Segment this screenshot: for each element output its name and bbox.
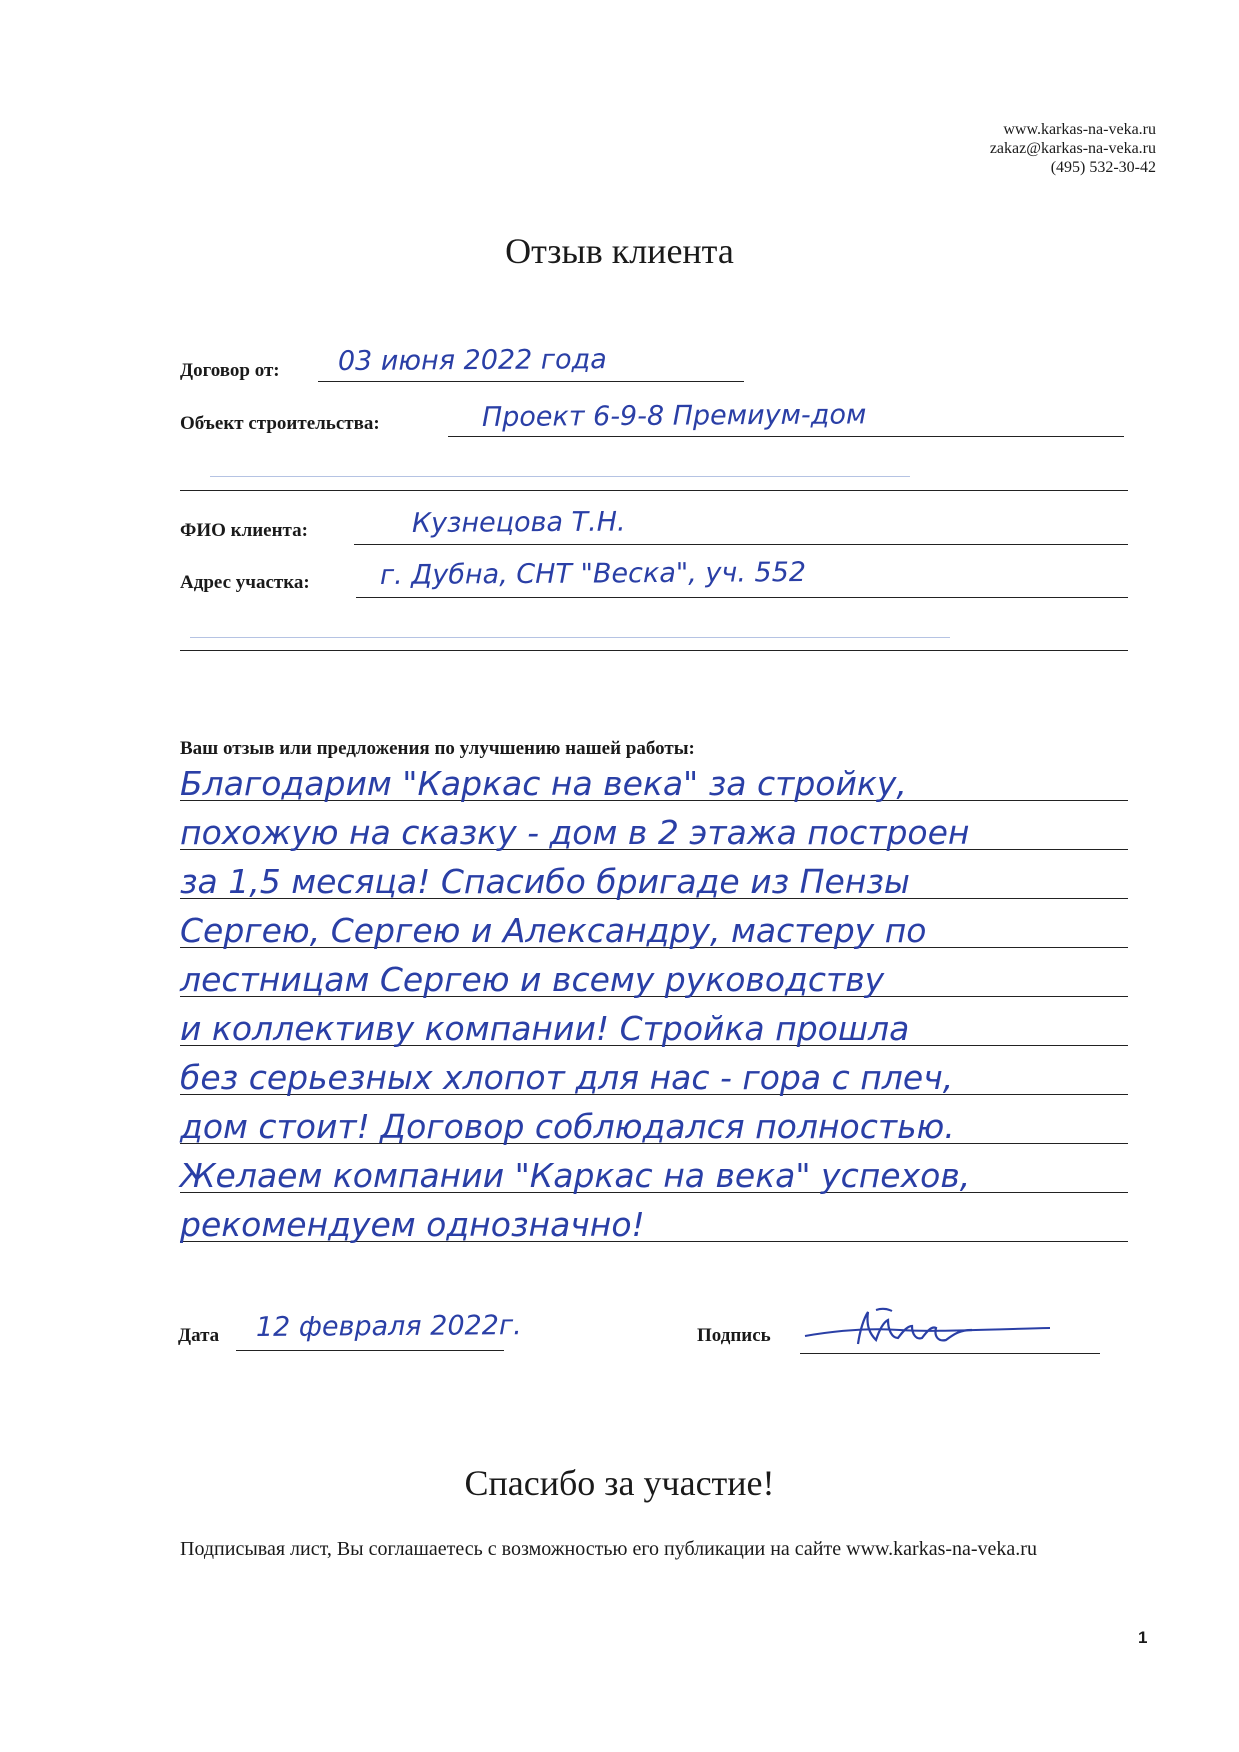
- thanks-heading: Спасибо за участие!: [464, 1463, 775, 1503]
- address-value: г. Дубна, СНТ "Веска", уч. 552: [379, 557, 807, 591]
- feedback-line: и коллективу компании! Стройка прошла: [180, 1009, 910, 1048]
- feedback-line: похожую на сказку - дом в 2 этажа построен: [180, 813, 970, 852]
- contract-label: Договор от:: [180, 360, 280, 381]
- feedback-line: Желаем компании "Каркас на века" успехов,: [180, 1156, 971, 1195]
- object-label: Объект строительства:: [180, 413, 380, 434]
- date-line: [236, 1350, 504, 1351]
- client-line: [354, 544, 1128, 545]
- feedback-line: дом стоит! Договор соблюдался полностью.: [180, 1107, 955, 1146]
- signature: [800, 1300, 1060, 1360]
- client-name-value: Кузнецова Т.Н.: [411, 506, 626, 539]
- faint-pen-stroke: [210, 476, 910, 477]
- page-number: 1: [1138, 1628, 1148, 1647]
- page-title: Отзыв клиента: [505, 231, 734, 271]
- email-link[interactable]: zakaz@karkas-na-veka.ru: [989, 140, 1156, 157]
- address-line: [356, 597, 1128, 598]
- contact-block: [990, 120, 1156, 177]
- object-value: Проект 6-9-8 Премиум-дом: [481, 399, 867, 433]
- feedback-line: Сергею, Сергею и Александру, мастеру по: [180, 911, 927, 950]
- object-line-2: [180, 490, 1128, 491]
- feedback-line: за 1,5 месяца! Спасибо бригаде из Пензы: [180, 862, 910, 901]
- website-link[interactable]: www.karkas-na-veka.ru: [1003, 121, 1156, 138]
- feedback-line: без серьезных хлопот для нас - гора с плеч,: [180, 1058, 954, 1097]
- date-value: 12 февраля 2022г.: [255, 1310, 522, 1343]
- feedback-label: Ваш отзыв или предложения по улучшению нашей работы:: [180, 738, 695, 759]
- phone-number: (495) 532-30-42: [1050, 159, 1156, 176]
- signature-scribble: [800, 1300, 1060, 1360]
- date-label: Дата: [178, 1325, 220, 1346]
- feedback-line: Благодарим "Каркас на века" за стройку,: [180, 764, 907, 803]
- client-label: ФИО клиента:: [180, 520, 308, 541]
- feedback-line: лестницам Сергею и всему руководству: [180, 960, 885, 999]
- address-label: Адрес участка:: [180, 572, 310, 593]
- address-line-2: [180, 650, 1128, 651]
- contract-date-value: 03 июня 2022 года: [337, 344, 607, 377]
- object-line: [448, 436, 1124, 437]
- signature-label: Подпись: [697, 1325, 771, 1346]
- contract-line: [318, 381, 744, 382]
- faint-pen-stroke: [190, 637, 950, 638]
- feedback-line: рекомендуем однозначно!: [180, 1205, 645, 1244]
- publication-consent: Подписывая лист, Вы соглашаетесь с возможностью его публикации на сайте www.karkas-na-veka.ru: [180, 1538, 1037, 1560]
